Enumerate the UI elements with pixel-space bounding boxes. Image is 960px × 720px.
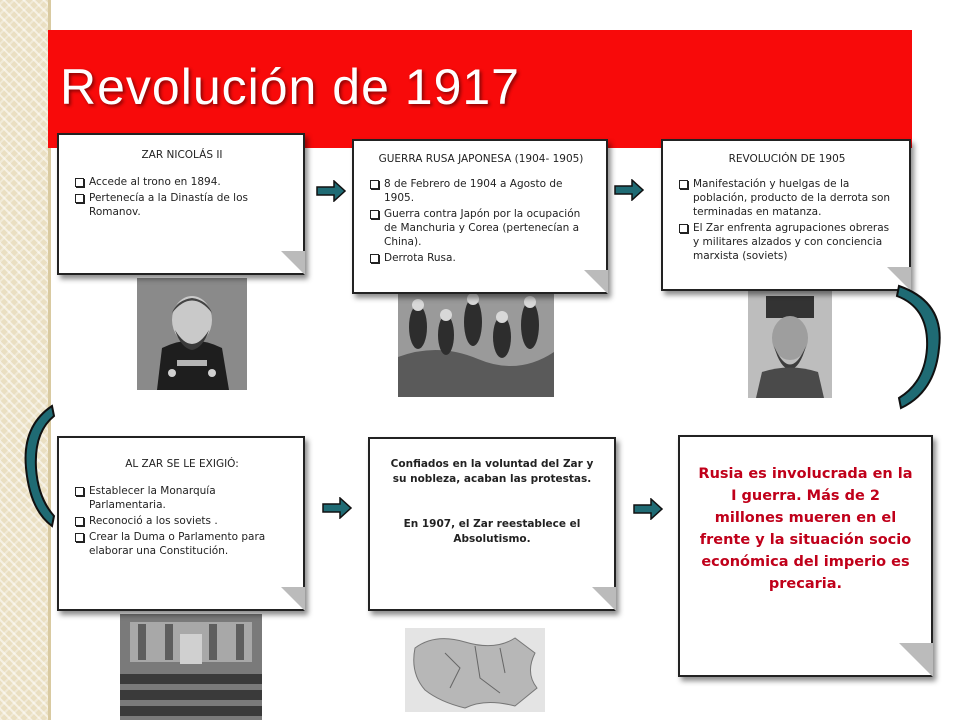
card-list bbox=[73, 484, 291, 558]
photo-duma-session bbox=[120, 614, 262, 720]
page-curl-fold bbox=[592, 587, 616, 611]
page-curl-fold bbox=[899, 643, 933, 677]
photo-tsar-nicholas bbox=[137, 278, 247, 390]
curved-bracket-right-icon bbox=[895, 282, 945, 412]
card-rusia-guerra bbox=[678, 435, 933, 677]
card-zar-nicolas bbox=[57, 133, 305, 275]
card-list bbox=[368, 177, 594, 265]
curved-bracket-left-icon bbox=[22, 402, 56, 530]
arrow-right-icon bbox=[322, 497, 352, 519]
list-item: Manifestación y huelgas de la población, producto de la derrota son terminadas en matanza. bbox=[677, 177, 897, 219]
arrow-right-icon bbox=[614, 179, 644, 201]
card-heading: GUERRA RUSA JAPONESA (1904- 1905) bbox=[378, 153, 584, 165]
list-item: Pertenecía a la Dinastía de los Romanov. bbox=[73, 191, 291, 219]
card-heading: REVOLUCIÓN DE 1905 bbox=[728, 153, 846, 165]
arrow-right-icon bbox=[316, 180, 346, 202]
photo-europe-map bbox=[405, 628, 545, 712]
list-item: Establecer la Monarquía Parlamentaria. bbox=[73, 484, 291, 512]
list-item: 8 de Febrero de 1904 a Agosto de 1905. bbox=[368, 177, 594, 205]
decorative-left-strip bbox=[0, 0, 48, 720]
arrow-right-icon bbox=[633, 498, 663, 520]
card-revolucion-1905 bbox=[661, 139, 911, 291]
photo-russo-japanese-war bbox=[398, 287, 554, 397]
card-list bbox=[73, 175, 291, 219]
photo-revolutionary bbox=[748, 288, 832, 398]
card-zar-exigio bbox=[57, 436, 305, 611]
card-highlight-text: Rusia es involucrada en la I guerra. Más de 2 millones mueren en el frente y la situación socio económica del imperio es precaria. bbox=[698, 466, 913, 592]
page-curl-fold bbox=[281, 587, 305, 611]
page-curl-fold bbox=[281, 251, 305, 275]
list-item: Accede al trono en 1894. bbox=[73, 175, 291, 189]
card-heading: ZAR NICOLÁS II bbox=[141, 149, 223, 161]
list-item: El Zar enfrenta agrupaciones obreras y militares alzados y con conciencia marxista (soviets) bbox=[677, 221, 897, 263]
card-paragraph: En 1907, el Zar reestablece el Absolutismo. bbox=[403, 518, 581, 545]
list-item: Crear la Duma o Parlamento para elaborar una Constitución. bbox=[73, 530, 291, 558]
card-paragraph: Confiados en la voluntad del Zar y su nobleza, acaban las protestas. bbox=[390, 458, 594, 485]
card-confiados bbox=[368, 437, 616, 611]
list-item: Reconoció a los soviets . bbox=[73, 514, 291, 528]
card-guerra-rusa-japonesa bbox=[352, 139, 608, 294]
page-title: Revolución de 1917 bbox=[60, 59, 520, 115]
list-item: Guerra contra Japón por la ocupación de Manchuria y Corea (pertenecían a China). bbox=[368, 207, 594, 249]
card-list bbox=[677, 177, 897, 263]
card-heading: AL ZAR SE LE EXIGIÓ: bbox=[125, 458, 239, 470]
list-item: Derrota Rusa. bbox=[368, 251, 594, 265]
page-curl-fold bbox=[584, 270, 608, 294]
